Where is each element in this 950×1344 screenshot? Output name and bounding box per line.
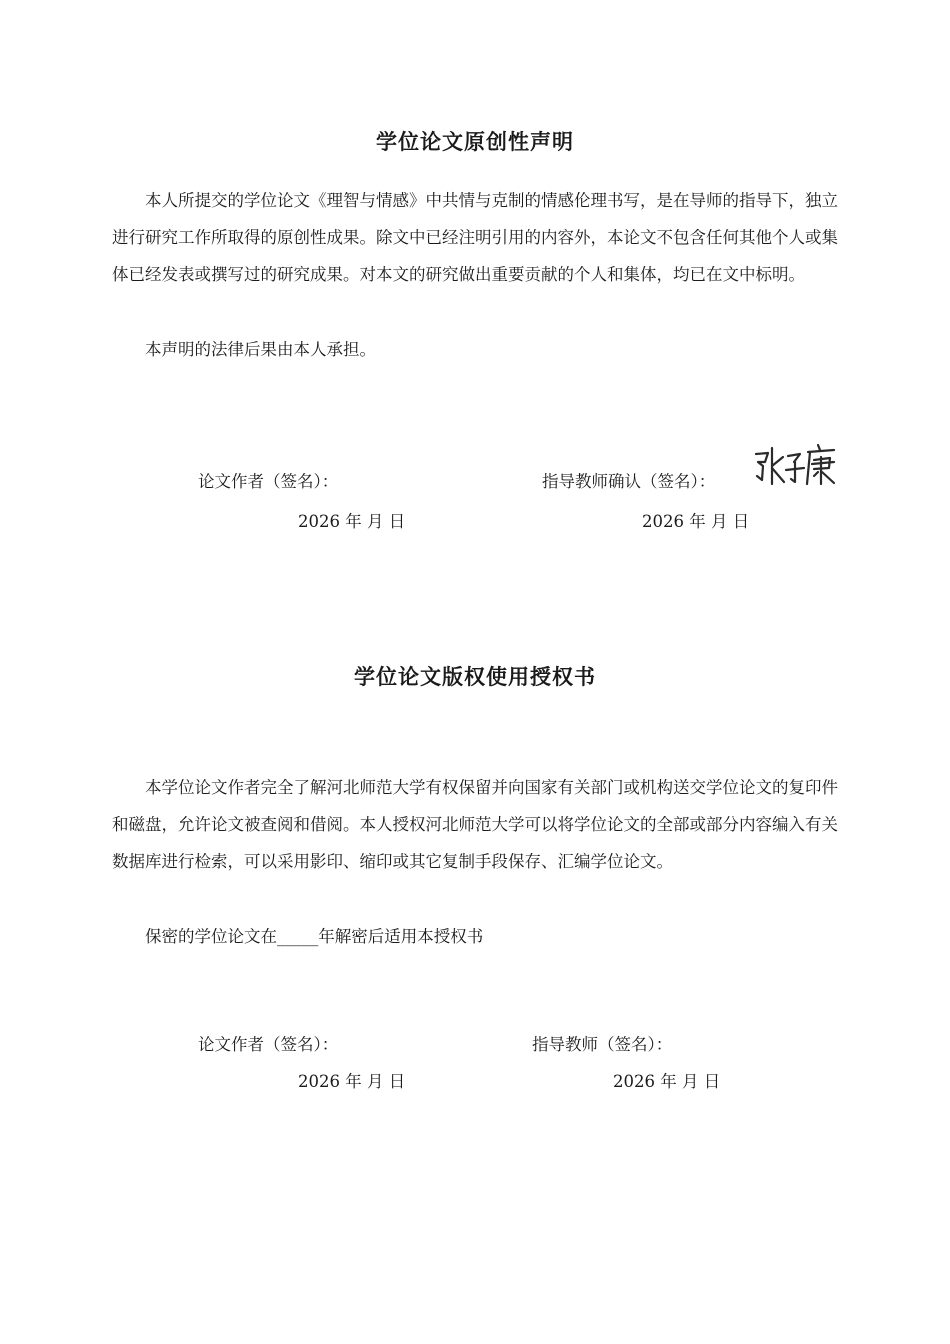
declaration-author-date: 2026 年 月 日: [298, 512, 406, 531]
declaration-paragraph-2: 本声明的法律后果由本人承担。: [145, 340, 376, 359]
declaration-advisor-date: 2026 年 月 日: [642, 512, 750, 531]
authorization-author-date: 2026 年 月 日: [298, 1072, 406, 1091]
authorization-title: 学位论文版权使用授权书: [354, 665, 596, 689]
declaration-paragraph-1: 本人所提交的学位论文《理智与情感》中共情与克制的情感伦理书写，是在导师的指导下，独立进行研究工作所取得的原创性成果。除文中已经注明引用的内容外，本论文不包含任何其他个人或集体已经发表或撰写过的研究成果。对本文的研究做出重要贡献的个人和集体，均已在文中标明。: [112, 191, 838, 284]
advisor-handwritten-signature: [750, 440, 836, 490]
authorization-paragraph-2: 保密的学位论文在_____年解密后适用本授权书: [145, 927, 484, 946]
declaration-author-signature-label: 论文作者（签名）：: [198, 472, 339, 491]
authorization-advisor-date: 2026 年 月 日: [613, 1072, 721, 1091]
authorization-paragraph-1: 本学位论文作者完全了解河北师范大学有权保留并向国家有关部门或机构送交学位论文的复印件和磁盘，允许论文被查阅和借阅。本人授权河北师范大学可以将学位论文的全部或部分内容编入有关数据库进行检索，可以采用影印、缩印或其它复制手段保存、汇编学位论文。: [112, 778, 838, 871]
authorization-author-signature-label: 论文作者（签名）：: [198, 1035, 339, 1054]
declaration-advisor-signature-label: 指导教师确认（签名）：: [542, 472, 716, 491]
authorization-advisor-signature-label: 指导教师（签名）：: [532, 1035, 673, 1054]
declaration-title: 学位论文原创性声明: [376, 130, 574, 154]
